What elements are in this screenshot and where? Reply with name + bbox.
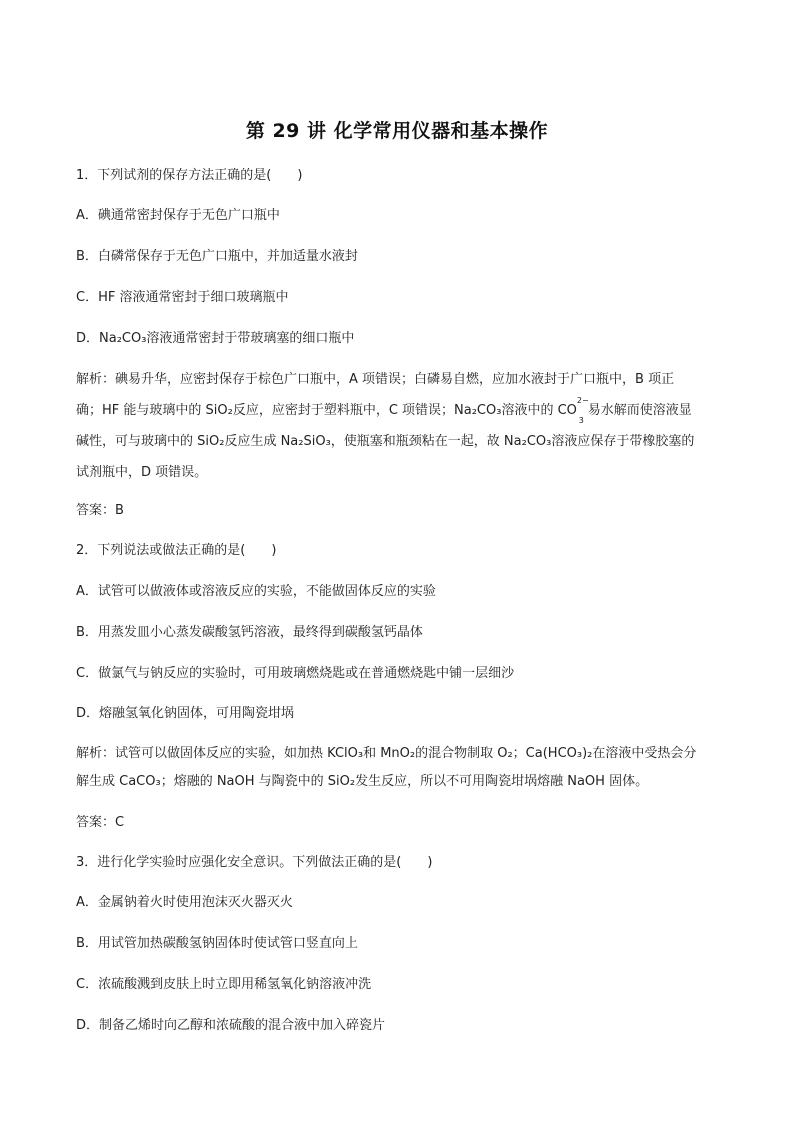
q2-stem: 2．下列说法或做法正确的是( )	[76, 543, 277, 558]
carbonate-ion-charge: $^{2-}_3$	[576, 395, 589, 425]
q2-option-b: B．用蒸发皿小心蒸发碳酸氢钙溶液，最终得到碳酸氢钙晶体	[76, 625, 423, 640]
q3-option-c: C．浓硫酸溅到皮肤上时立即用稀氢氧化钠溶液冲洗	[76, 977, 372, 992]
q1-option-a: A．碘通常密封保存于无色广口瓶中	[76, 208, 280, 223]
q1-stem: 1．下列试剂的保存方法正确的是( )	[76, 168, 303, 183]
q1-analysis-line-1: 解析：碘易升华，应密封保存于棕色广口瓶中，A 项错误；白磷易自燃，应加水液封于广口瓶中，B 项正	[76, 372, 675, 387]
q3-option-b: B．用试管加热碳酸氢钠固体时使试管口竖直向上	[76, 936, 358, 951]
q1-analysis-line-2-tail: 易水解而使溶液显	[587, 403, 692, 418]
q1-answer: 答案：B	[76, 503, 124, 518]
q1-option-c: C．HF 溶液通常密封于细口玻璃瓶中	[76, 290, 289, 305]
q1-option-b: B．白磷常保存于无色广口瓶中，并加适量水液封	[76, 249, 358, 264]
q2-option-c: C．做氯气与钠反应的实验时，可用玻璃燃烧匙或在普通燃烧匙中铺一层细沙	[76, 666, 515, 681]
q2-analysis-line-2: 解生成 CaCO₃；熔融的 NaOH 与陶瓷中的 SiO₂发生反应，所以不可用陶瓷坩埚熔融 NaOH 固体。	[76, 774, 649, 789]
q1-analysis-line-2	[76, 395, 692, 425]
page-title: 第 29 讲 化学常用仪器和基本操作	[245, 120, 549, 142]
q2-option-d: D．熔融氢氧化钠固体，可用陶瓷坩埚	[76, 706, 295, 721]
q2-analysis-line-1: 解析：试管可以做固体反应的实验，如加热 KClO₃和 MnO₂的混合物制取 O₂；Ca(HCO₃)₂在溶液中受热会分	[76, 746, 697, 761]
q3-option-d: D．制备乙烯时向乙醇和浓硫酸的混合液中加入碎瓷片	[76, 1018, 386, 1033]
q1-option-d: D．Na₂CO₃溶液通常密封于带玻璃塞的细口瓶中	[76, 331, 355, 346]
q3-stem: 3．进行化学实验时应强化安全意识。下列做法正确的是( )	[76, 855, 433, 870]
q3-option-a: A．金属钠着火时使用泡沫灭火器灭火	[76, 895, 293, 910]
q1-analysis-line-4: 试剂瓶中，D 项错误。	[76, 465, 208, 480]
q2-answer: 答案：C	[76, 815, 125, 830]
q2-option-a: A．试管可以做液体或溶液反应的实验，不能做固体反应的实验	[76, 584, 436, 599]
q1-analysis-line-3: 碱性，可与玻璃中的 SiO₂反应生成 Na₂SiO₃，使瓶塞和瓶颈粘在一起，故 Na₂CO₃溶液应保存于带橡胶塞的	[76, 434, 695, 449]
q1-analysis-line-2-text: 确；HF 能与玻璃中的 SiO₂反应，应密封于塑料瓶中，C 项错误；Na₂CO₃溶液中的 CO	[76, 403, 577, 418]
